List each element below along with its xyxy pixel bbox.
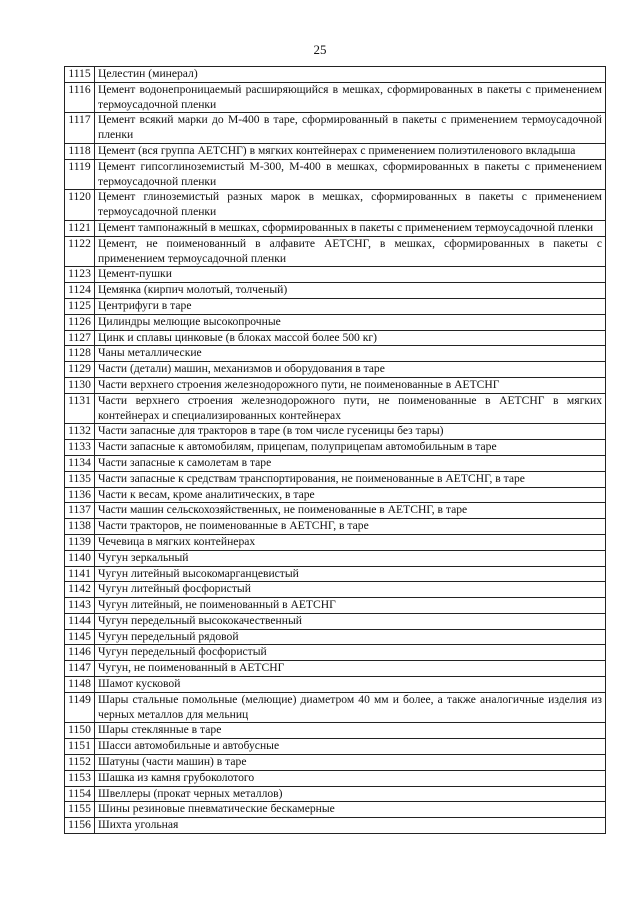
row-number: 1149 [65, 692, 95, 723]
cargo-name: Чугун литейный фосфористый [95, 582, 606, 598]
row-number: 1156 [65, 818, 95, 834]
row-number: 1148 [65, 677, 95, 693]
row-number: 1155 [65, 802, 95, 818]
row-number: 1122 [65, 236, 95, 267]
row-number: 1152 [65, 755, 95, 771]
table-row [65, 534, 606, 550]
cargo-name: Части запасные к средствам транспортирования, не поименованные в АЕТСНГ, в таре [95, 471, 606, 487]
row-number: 1120 [65, 190, 95, 221]
row-number: 1133 [65, 440, 95, 456]
table-row [65, 393, 606, 424]
table-row [65, 677, 606, 693]
row-number: 1138 [65, 519, 95, 535]
table-row [65, 362, 606, 378]
row-number: 1125 [65, 298, 95, 314]
table-row [65, 739, 606, 755]
table-row [65, 143, 606, 159]
row-number: 1144 [65, 613, 95, 629]
cargo-name: Части верхнего строения железнодорожного пути, не поименованные в АЕТСНГ в мягких контейнерах и специализированных контейнерах [95, 393, 606, 424]
row-number: 1147 [65, 661, 95, 677]
row-number: 1128 [65, 346, 95, 362]
cargo-name: Цемент, не поименованный в алфавите АЕТСНГ, в мешках, сформированных в пакеты с применением термоусадочной пленки [95, 236, 606, 267]
row-number: 1132 [65, 424, 95, 440]
table-row [65, 550, 606, 566]
row-number: 1115 [65, 67, 95, 83]
cargo-name: Цемент глиноземистый разных марок в мешках, сформированных в пакеты с применением термоусадочной пленки [95, 190, 606, 221]
cargo-name: Швеллеры (прокат черных металлов) [95, 786, 606, 802]
cargo-name: Части запасные для тракторов в таре (в том числе гусеницы без тары) [95, 424, 606, 440]
row-number: 1121 [65, 220, 95, 236]
cargo-name: Чугун, не поименованный в АЕТСНГ [95, 661, 606, 677]
cargo-name: Цемент тампонажный в мешках, сформированных в пакеты с применением термоусадочной пленки [95, 220, 606, 236]
table-row [65, 645, 606, 661]
table-row [65, 67, 606, 83]
row-number: 1151 [65, 739, 95, 755]
table-row [65, 82, 606, 113]
cargo-name: Чугун передельный высококачественный [95, 613, 606, 629]
table-row [65, 346, 606, 362]
cargo-name: Цемент водонепроницаемый расширяющийся в мешках, сформированных в пакеты с применением термоусадочной пленки [95, 82, 606, 113]
cargo-name: Части запасные к самолетам в таре [95, 455, 606, 471]
row-number: 1130 [65, 377, 95, 393]
table-body [65, 67, 606, 834]
table-row [65, 661, 606, 677]
table-row [65, 770, 606, 786]
row-number: 1116 [65, 82, 95, 113]
page-number: 25 [313, 42, 327, 57]
cargo-name: Части (детали) машин, механизмов и оборудования в таре [95, 362, 606, 378]
table-row [65, 267, 606, 283]
cargo-name: Цемент всякий марки до М-400 в таре, сформированный в пакеты с применением термоусадочной пленки [95, 113, 606, 144]
row-number: 1126 [65, 314, 95, 330]
row-number: 1135 [65, 471, 95, 487]
row-number: 1141 [65, 566, 95, 582]
table-row [65, 314, 606, 330]
row-number: 1119 [65, 159, 95, 190]
table-row [65, 629, 606, 645]
table-row [65, 190, 606, 221]
cargo-table [64, 66, 606, 834]
cargo-name: Шихта угольная [95, 818, 606, 834]
row-number: 1117 [65, 113, 95, 144]
table-row [65, 503, 606, 519]
cargo-name: Части к весам, кроме аналитических, в таре [95, 487, 606, 503]
row-number: 1123 [65, 267, 95, 283]
table-row [65, 598, 606, 614]
cargo-name: Цилиндры мелющие высокопрочные [95, 314, 606, 330]
row-number: 1153 [65, 770, 95, 786]
table-row [65, 755, 606, 771]
table-row [65, 566, 606, 582]
table-row [65, 692, 606, 723]
row-number: 1140 [65, 550, 95, 566]
cargo-name: Чечевица в мягких контейнерах [95, 534, 606, 550]
row-number: 1150 [65, 723, 95, 739]
cargo-name: Шатуны (части машин) в таре [95, 755, 606, 771]
table-row [65, 440, 606, 456]
table-row [65, 519, 606, 535]
row-number: 1142 [65, 582, 95, 598]
cargo-name: Части тракторов, не поименованные в АЕТСНГ, в таре [95, 519, 606, 535]
cargo-name: Части машин сельскохозяйственных, не поименованные в АЕТСНГ, в таре [95, 503, 606, 519]
cargo-name: Центрифуги в таре [95, 298, 606, 314]
table-row [65, 582, 606, 598]
table-row [65, 298, 606, 314]
cargo-name: Шамот кусковой [95, 677, 606, 693]
cargo-name: Чаны металлические [95, 346, 606, 362]
cargo-name: Чугун литейный, не поименованный в АЕТСНГ [95, 598, 606, 614]
table-row [65, 455, 606, 471]
cargo-name: Части верхнего строения железнодорожного пути, не поименованные в АЕТСНГ [95, 377, 606, 393]
cargo-name: Части запасные к автомобилям, прицепам, полуприцепам автомобильным в таре [95, 440, 606, 456]
cargo-name: Шашка из камня грубоколотого [95, 770, 606, 786]
cargo-name: Шары стальные помольные (мелющие) диаметром 40 мм и более, а также аналогичные изделия из черных металлов для мельниц [95, 692, 606, 723]
table-row [65, 377, 606, 393]
table-row [65, 330, 606, 346]
table-row [65, 424, 606, 440]
table-row [65, 487, 606, 503]
table-row [65, 220, 606, 236]
row-number: 1124 [65, 283, 95, 299]
cargo-name: Чугун передельный рядовой [95, 629, 606, 645]
cargo-name: Чугун передельный фосфористый [95, 645, 606, 661]
cargo-name: Чугун зеркальный [95, 550, 606, 566]
table-row [65, 613, 606, 629]
cargo-name: Целестин (минерал) [95, 67, 606, 83]
cargo-name: Чугун литейный высокомарганцевистый [95, 566, 606, 582]
table-row [65, 786, 606, 802]
row-number: 1131 [65, 393, 95, 424]
row-number: 1118 [65, 143, 95, 159]
cargo-name: Цемент-пушки [95, 267, 606, 283]
table-row [65, 113, 606, 144]
row-number: 1129 [65, 362, 95, 378]
cargo-name: Цинк и сплавы цинковые (в блоках массой более 500 кг) [95, 330, 606, 346]
table-row [65, 802, 606, 818]
cargo-name: Цемент гипсоглиноземистый М-300, М-400 в мешках, сформированных в пакеты с применением термоусадочной пленки [95, 159, 606, 190]
row-number: 1139 [65, 534, 95, 550]
cargo-name: Шасси автомобильные и автобусные [95, 739, 606, 755]
table-row [65, 471, 606, 487]
table-row [65, 283, 606, 299]
cargo-name: Цемент (вся группа АЕТСНГ) в мягких контейнерах с применением полиэтиленового вкладыша [95, 143, 606, 159]
row-number: 1136 [65, 487, 95, 503]
cargo-name: Цемянка (кирпич молотый, толченый) [95, 283, 606, 299]
table-row [65, 818, 606, 834]
row-number: 1145 [65, 629, 95, 645]
cargo-name: Шины резиновые пневматические бескамерные [95, 802, 606, 818]
table-row [65, 159, 606, 190]
row-number: 1134 [65, 455, 95, 471]
row-number: 1143 [65, 598, 95, 614]
row-number: 1137 [65, 503, 95, 519]
cargo-name: Шары стеклянные в таре [95, 723, 606, 739]
row-number: 1146 [65, 645, 95, 661]
table-row [65, 723, 606, 739]
row-number: 1154 [65, 786, 95, 802]
row-number: 1127 [65, 330, 95, 346]
table-row [65, 236, 606, 267]
